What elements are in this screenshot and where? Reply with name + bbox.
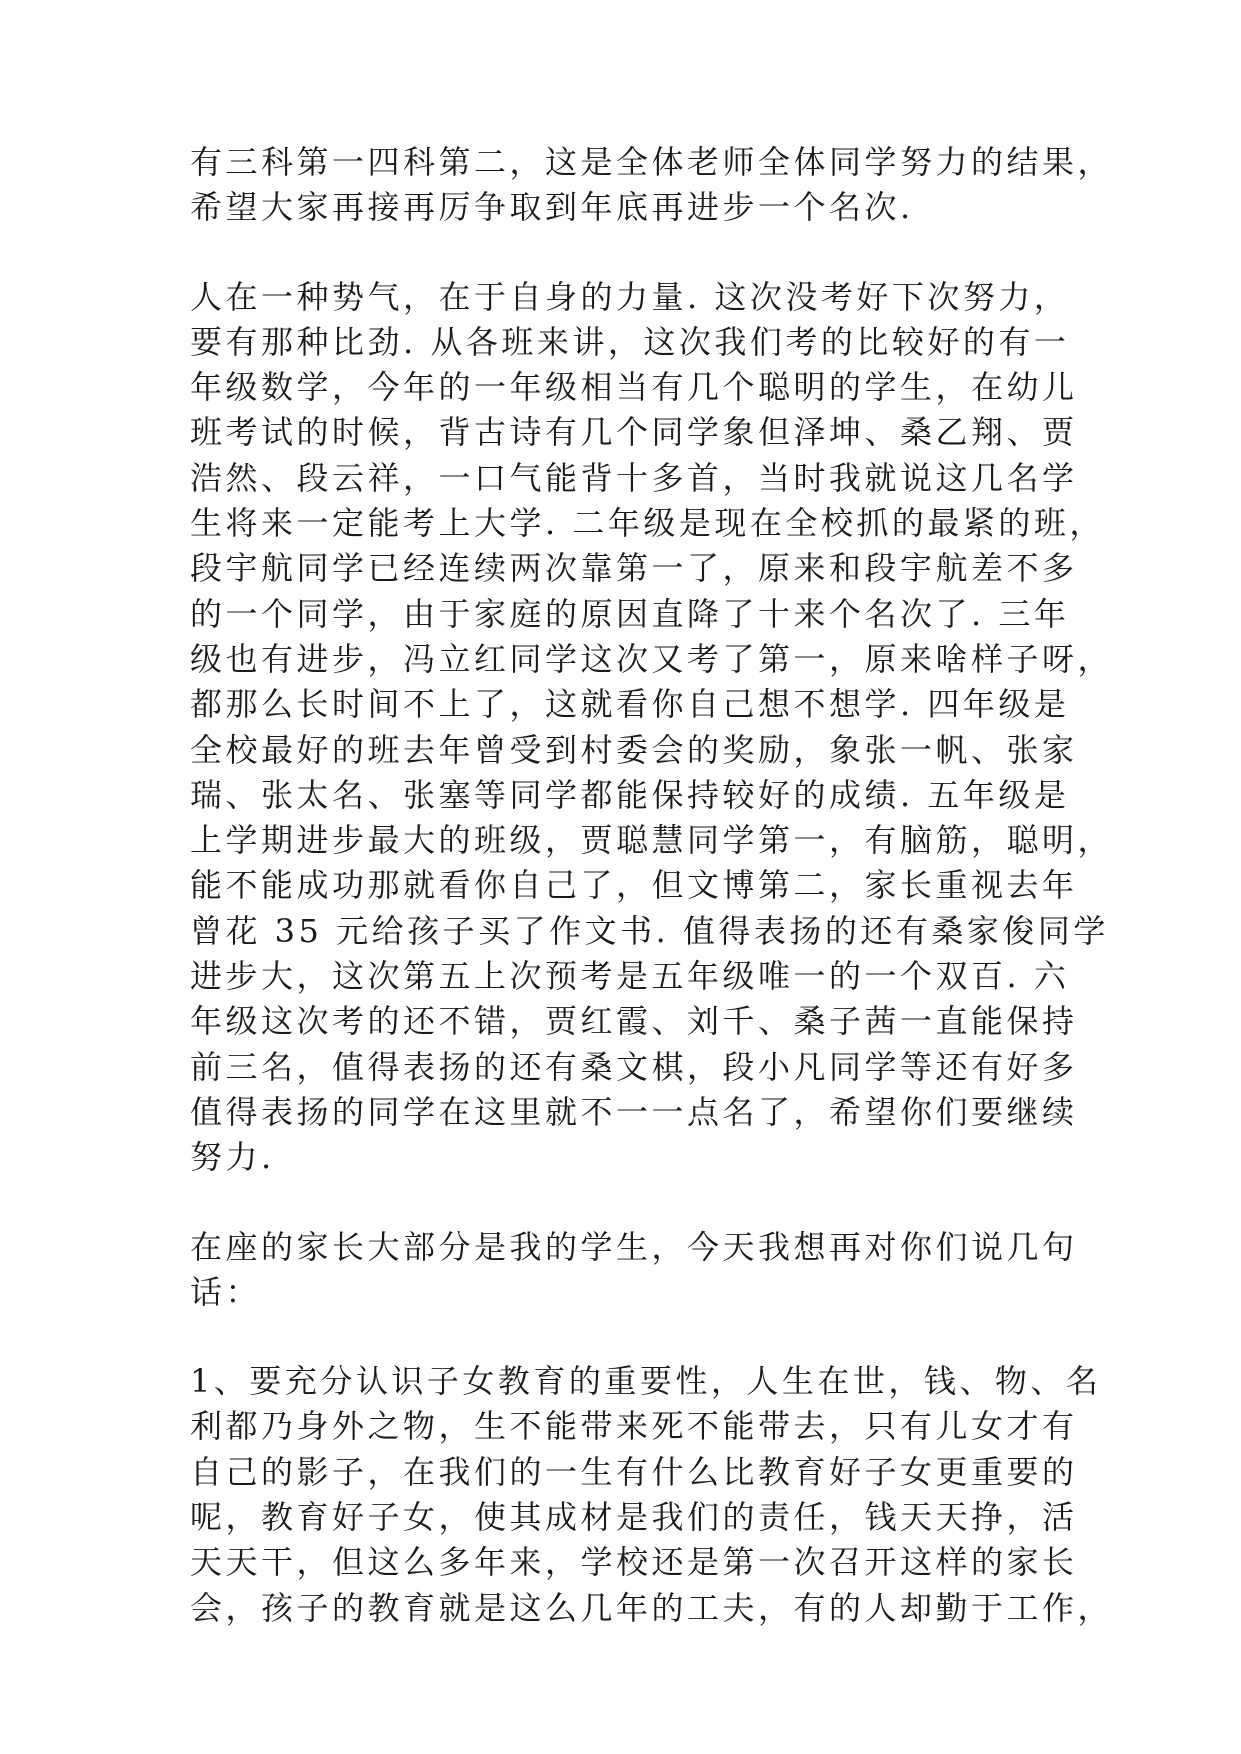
text-line: 利都乃身外之物，生不能带来死不能带去，只有儿女才有 <box>190 1407 1078 1446</box>
text-line: 希望大家再接再厉争取到年底再进步一个名次. <box>190 188 914 227</box>
text-line: 都那么长时间不上了，这就看你自己想不想学. 四年级是 <box>190 685 1070 724</box>
text-line: 段宇航同学已经连续两次靠第一了，原来和段宇航差不多 <box>190 549 1078 588</box>
text-line: 生将来一定能考上大学. 二年级是现在全校抓的最紧的班， <box>190 504 1105 543</box>
text-line: 浩然、段云祥，一口气能背十多首，当时我就说这几名学 <box>190 458 1078 497</box>
text-line: 级也有进步，冯立红同学这次又考了第一，原来啥样子呀， <box>190 639 1114 678</box>
text-line: 在座的家长大部分是我的学生，今天我想再对你们说几句 <box>190 1227 1078 1266</box>
text-line: 人在一种势气，在于自身的力量. 这次没考好下次努力， <box>190 277 1070 316</box>
paragraph-3 <box>190 1225 1078 1316</box>
text-line: 要有那种比劲. 从各班来讲，这次我们考的比较好的有一 <box>190 322 1070 361</box>
text-line: 能不能成功那就看你自己了，但文博第二，家长重视去年 <box>190 866 1078 905</box>
text-line: 自己的影子，在我们的一生有什么比教育好子女更重要的 <box>190 1452 1078 1491</box>
text-line: 瑞、张太名、张塞等同学都能保持较好的成绩. 五年级是 <box>190 775 1070 814</box>
document-body <box>190 140 1114 1675</box>
text-line: 班考试的时候，背古诗有几个同学象但泽坤、桑乙翔、贾 <box>190 413 1078 452</box>
text-line: 会，孩子的教育就是这么几年的工夫，有的人却勤于工作， <box>190 1588 1114 1627</box>
text-line: 前三名，值得表扬的还有桑文棋，段小凡同学等还有好多 <box>190 1047 1078 1086</box>
text-line: 努力. <box>190 1138 275 1177</box>
text-line: 天天干，但这么多年来，学校还是第一次召开这样的家长 <box>190 1543 1078 1582</box>
text-line: 年级数学，今年的一年级相当有几个聪明的学生，在幼儿 <box>190 368 1078 407</box>
paragraph-2 <box>190 275 1114 1181</box>
text-line: 值得表扬的同学在这里就不一一点名了，希望你们要继续 <box>190 1092 1078 1131</box>
paragraph-1 <box>190 140 1114 231</box>
text-line: 的一个同学，由于家庭的原因直降了十来个名次了. 三年 <box>190 594 1070 633</box>
text-line: 年级这次考的还不错，贾红霞、刘千、桑子茜一直能保持 <box>190 1002 1078 1041</box>
text-line: 曾花 35 元给孩子买了作文书. 值得表扬的还有桑家俊同学 <box>190 911 1109 950</box>
paragraph-4 <box>190 1359 1114 1631</box>
text-line: 全校最好的班去年曾受到村委会的奖励，象张一帆、张家 <box>190 730 1078 769</box>
text-line: 话： <box>190 1272 262 1311</box>
text-line: 1、要充分认识子女教育的重要性，人生在世，钱、物、名 <box>190 1362 1102 1401</box>
text-line: 进步大，这次第五上次预考是五年级唯一的一个双百. 六 <box>190 957 1070 996</box>
text-line: 呢，教育好子女，使其成材是我们的责任，钱天天挣，活 <box>190 1498 1078 1537</box>
text-line: 上学期进步最大的班级，贾聪慧同学第一，有脑筋，聪明， <box>190 821 1114 860</box>
text-line: 有三科第一四科第二，这是全体老师全体同学努力的结果， <box>190 143 1114 181</box>
